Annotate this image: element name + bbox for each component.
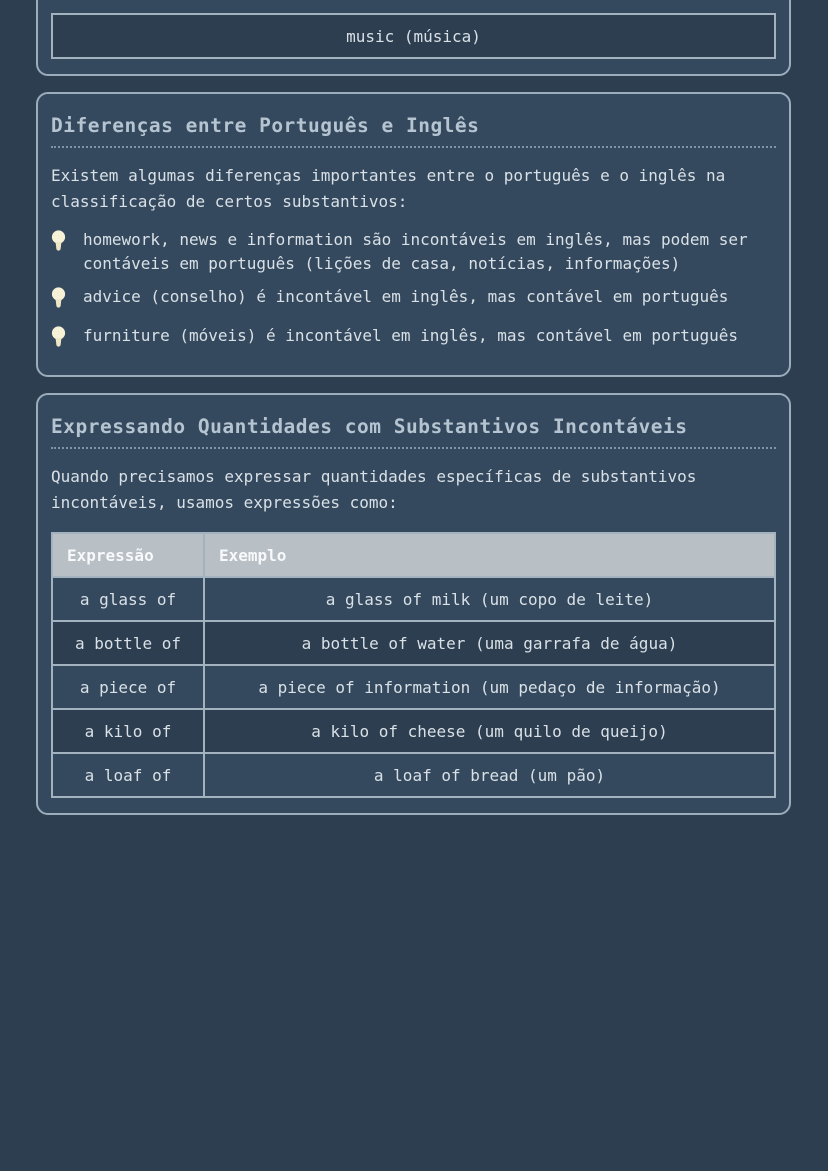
column-header-exemplo: Exemplo (204, 533, 775, 577)
lightbulb-icon (51, 326, 66, 354)
lightbulb-icon (51, 230, 66, 258)
card-clipped-top (36, 0, 791, 76)
card-differences-title: Diferenças entre Português e Inglês (51, 108, 776, 148)
table-cell-example: a loaf of bread (um pão) (204, 753, 775, 797)
table-cell-expression: a kilo of (52, 709, 204, 753)
quantities-table (51, 532, 776, 798)
table-cell-example: a kilo of cheese (um quilo de queijo) (204, 709, 775, 753)
list-item (51, 324, 776, 354)
card-differences-intro: Existem algumas diferenças importantes entre o português e o inglês na classificação de certos substantivos: (51, 166, 726, 211)
card-quantities-title: Expressando Quantidades com Substantivos Incontáveis (51, 409, 776, 449)
table-cell-expression: a glass of (52, 577, 204, 621)
table-row (52, 709, 775, 753)
lightbulb-icon (51, 287, 66, 315)
card-differences (36, 92, 791, 377)
table-cell-example: a piece of information (um pedaço de informação) (204, 665, 775, 709)
table-cell-example: a glass of milk (um copo de leite) (204, 577, 775, 621)
table-header-row (52, 533, 775, 577)
list-item (51, 285, 776, 315)
table-cell-music: music (música) (52, 14, 775, 58)
table-row (52, 665, 775, 709)
table-cell-example: a bottle of water (uma garrafa de água) (204, 621, 775, 665)
table-cell-expression: a bottle of (52, 621, 204, 665)
bullet-text: advice (conselho) é incontável em inglês, mas contável em português (83, 287, 729, 306)
table-cell-expression: a loaf of (52, 753, 204, 797)
bullet-text: homework, news e information são incontáveis em inglês, mas podem ser contáveis em português (lições de casa, notícias, informações) (83, 230, 748, 273)
table-cell-expression: a piece of (52, 665, 204, 709)
clipped-table (51, 13, 776, 59)
bullet-text: furniture (móveis) é incontável em inglês, mas contável em português (83, 326, 739, 345)
table-row (52, 14, 775, 58)
table-row (52, 753, 775, 797)
list-item (51, 228, 776, 276)
table-row (52, 621, 775, 665)
column-header-expressao: Expressão (52, 533, 204, 577)
card-quantities (36, 393, 791, 815)
card-quantities-intro: Quando precisamos expressar quantidades específicas de substantivos incontáveis, usamos expressões como: (51, 467, 697, 512)
table-row (52, 577, 775, 621)
bullet-list (51, 228, 776, 354)
